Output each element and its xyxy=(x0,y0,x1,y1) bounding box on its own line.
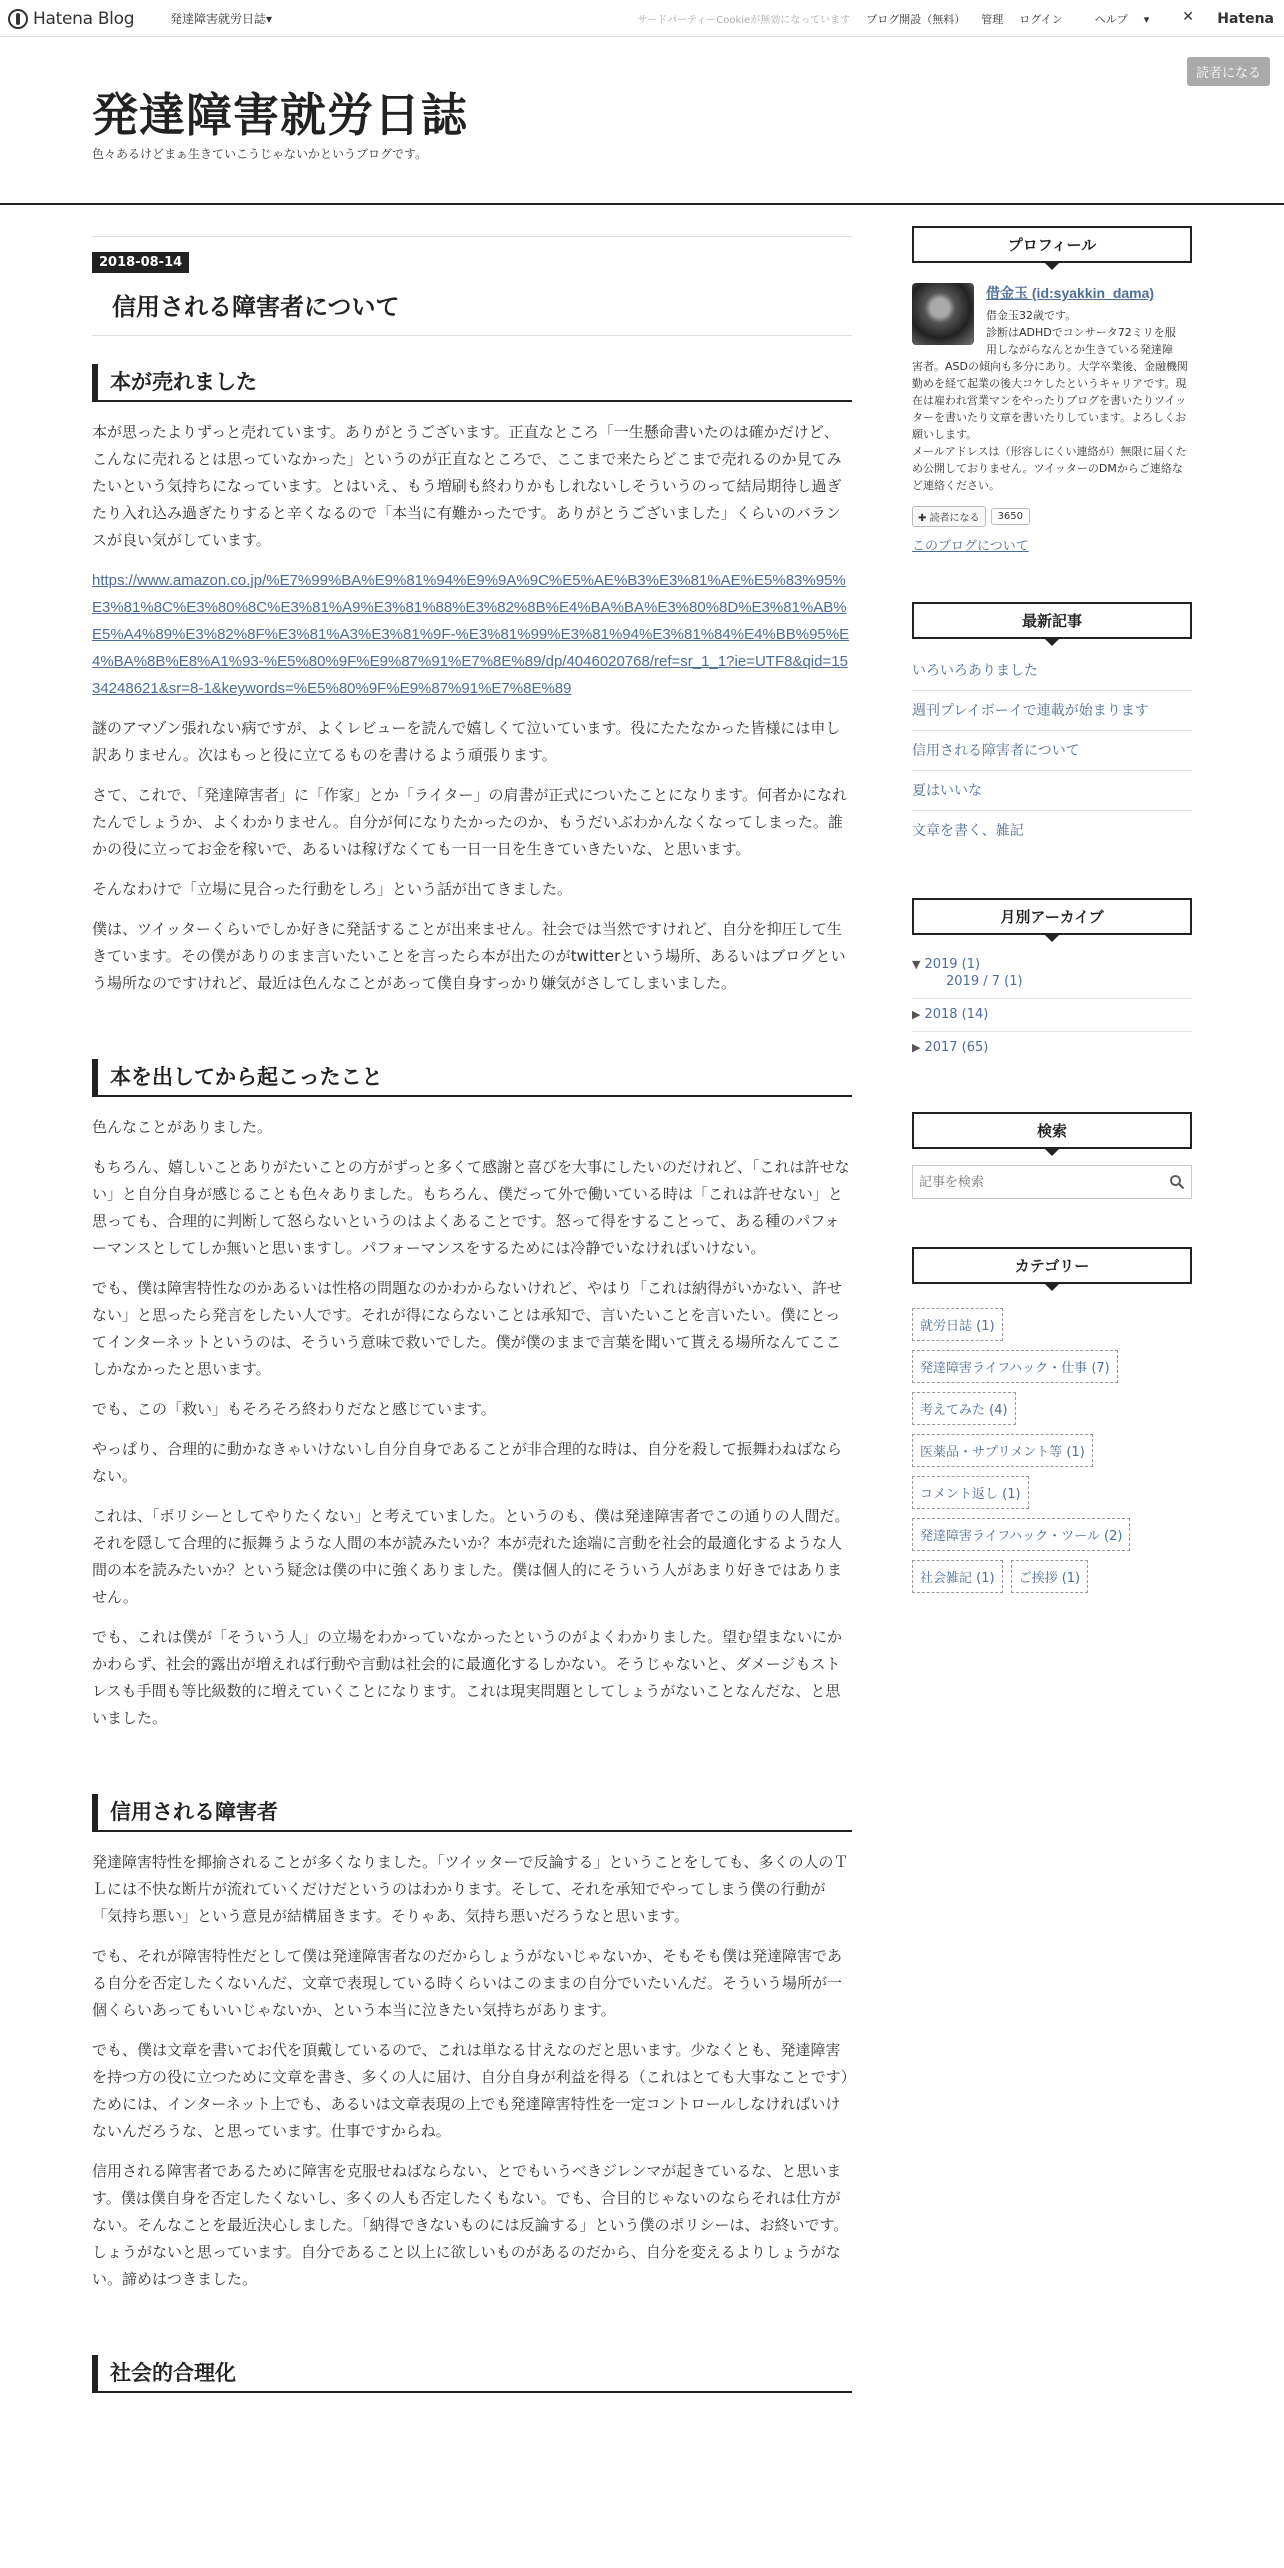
paragraph: でも、それが障害特性だとして僕は発達障害者なのだからしょうがないじゃないか、そもそも僕は発達障害である自分を否定したくないんだ、文章で表現している時くらいはこのままの自分でいたいんだ。そういう場所が一個くらいあってもいいじゃないか、という本当に泣きたい気持ちがあります。 xyxy=(92,1947,843,2019)
paragraph: 謎のアマゾン張れない病ですが、よくレビューを読んで嬉しくて泣いています。役にたたなかった皆様には申し訳ありません。次はもっと役に立てるものを書けるよう頑張ります。 xyxy=(92,719,841,764)
paragraph: やっぱり、合理的に動かなきゃいけないし自分自身であることが非合理的な時は、自分を殺して振舞わねばならない。 xyxy=(92,1440,843,1485)
archive-year-2017[interactable] xyxy=(912,1032,1192,1064)
main-content xyxy=(92,236,852,2410)
archive-month-link[interactable]: 2019 / 7 (1) xyxy=(912,974,1192,999)
hatena-blog-logo-text: Hatena Blog xyxy=(33,9,135,29)
paragraph: これは、「ポリシーとしてやりたくない」と考えていました。というのも、僕は発達障害者でこの通りの人間だ。それを隠して合理的に振舞うような人間の本が読みたいか？本が売れた途端に言動を社会的最適化するような人間の本を読みたいか？という疑念は僕の中に強くありました。僕は個人的にそういう人があまり好きではありません。 xyxy=(92,1507,850,1606)
divider xyxy=(92,236,852,237)
archive-year-label: 2019 (1) xyxy=(924,957,981,972)
archive-module xyxy=(912,898,1192,1064)
profile-line: 診断はADHDでコンサータ72ミリを服 xyxy=(986,326,1176,339)
chevron-down-icon: ▾ xyxy=(266,12,273,26)
paragraph: でも、これは僕が「そういう人」の立場をわかっていなかったというのがよくわかりました。望む望まないにかかわらず、社会的露出が増えれば行動や言動は社会的に最適化するしかない。そうじゃないと、ダメージもストレスも手間も等比級数的に増えていくことになります。これは現実問題としてしょうがないことなんだな、と思いました。 xyxy=(92,1628,843,1727)
category-tag[interactable]: 発達障害ライフハック・仕事 (7) xyxy=(912,1350,1118,1383)
profile-line: 害者。ASDの傾向も多分にあり。大学卒業後、金融機関勤めを経て起業の後大コケしたというキャリアです。現在は雇われ営業マンをやったりブログを書いたりツイッターを書いたり文章を書いたりしています。よろしくお願いします。 xyxy=(912,360,1188,441)
global-nav xyxy=(621,0,1274,37)
paragraph: 僕は、ツイッターくらいでしか好きに発話することが出来ません。社会では当然ですけれど、自分を抑圧して生きています。その僕がありのまま言いたいことを言ったら本が出たのがtwitterという場所、あるいはブログという場所なのですけれど、最近は色んなことがあって僕自身すっかり嫌気がさしてしまいました。 xyxy=(92,920,846,992)
category-tag[interactable]: 社会雑記 (1) xyxy=(912,1560,1003,1593)
login-link[interactable]: ログイン xyxy=(1019,12,1063,26)
open-blog-link[interactable]: ブログ開設（無料） xyxy=(866,12,966,26)
section-heading: 本を出してから起こったこと xyxy=(92,1059,852,1097)
hatena-label: Hatena xyxy=(1217,10,1274,27)
divider xyxy=(92,335,852,336)
paragraph: さて、これで、「発達障害者」に「作家」とか「ライター」の肩書が正式についたことになります。何者かになれたんでしょうか、よくわかりません。自分が何になりたかったのか、もうだいぶわかんなくなってしまった。誰かの役に立ってお金を稼いで、あるいは稼げなくても一日一日を生きていきたいな、と思います。 xyxy=(92,786,847,858)
paragraph: 信用される障害者であるために障害を克服せねばならない、とでもいうべきジレンマが起きているな、と思います。僕は僕自身を否定したくないし、多くの人も否定したくもない。でも、合目的じゃないのならそれは仕方がない。そんなことを最近決心しました。「納得できないものには反論する」という僕のポリシーは、お終いです。しょうがないと思っています。自分であること以上に欲しいものがあるのだから、自分を変えるよりしょうがない。諦めはつきました。 xyxy=(92,2162,849,2288)
cookie-notice: サードパーティーCookieが無効になっています xyxy=(637,15,851,26)
hatena-logo-icon xyxy=(8,9,28,29)
subscriber-count[interactable]: 3650 xyxy=(991,508,1030,525)
blog-description: 色々あるけどまぁ生きていこうじゃないかというブログです。 xyxy=(92,147,428,161)
profile-line: メールアドレスは（形容しにくい連絡が）無限に届くため公開しておりません。ツイッターのDMからご連絡など連絡ください。 xyxy=(912,445,1187,492)
collapsed-triangle-icon[interactable]: ▶ xyxy=(912,1008,921,1021)
recent-post-link[interactable]: いろいろありました xyxy=(912,651,1192,691)
section-heading: 信用される障害者 xyxy=(92,1794,852,1832)
hatena-blog-logo[interactable] xyxy=(8,8,134,30)
category-tag[interactable]: 発達障害ライフハック・ツール (2) xyxy=(912,1518,1130,1551)
blog-name-menu[interactable] xyxy=(170,10,272,27)
blog-name-label: 発達障害就労日誌 xyxy=(170,12,267,26)
module-title: カテゴリー xyxy=(912,1247,1192,1284)
profile-name-link[interactable]: 借金玉 (id:syakkin_dama) xyxy=(986,285,1155,301)
category-tag[interactable]: 考えてみた (4) xyxy=(912,1392,1016,1425)
category-tag[interactable]: ご挨拶 (1) xyxy=(1011,1560,1089,1593)
subscribe-button[interactable]: 読者になる xyxy=(1187,57,1270,86)
blog-header xyxy=(0,37,1284,205)
help-label: ヘルプ xyxy=(1094,12,1128,26)
module-title: 月別アーカイブ xyxy=(912,898,1192,935)
recent-post-link[interactable]: 文章を書く、雑記 xyxy=(912,823,1024,839)
recent-post-link[interactable]: 信用される障害者について xyxy=(912,731,1192,771)
paragraph: でも、僕は文章を書いてお代を頂戴しているので、これは単なる甘えなのだと思います。少なくとも、発達障害を持つ方の役に立つために文章を書き、多くの人に届け、自分自身が利益を得る（これはとても大事なことです）ためには、インターネット上でも、あるいは文章表現の上でも発達障害特性を一定コントロールしなければいけないんだろうな、と思っています。仕事ですからね。 xyxy=(92,2041,849,2140)
recent-post-link[interactable]: 夏はいいな xyxy=(912,771,1192,811)
entry-date[interactable]: 2018-08-14 xyxy=(92,252,189,273)
expanded-triangle-icon[interactable]: ▼ xyxy=(912,958,921,971)
archive-year-label: 2018 (14) xyxy=(924,1007,989,1022)
about-blog-link[interactable]: このブログについて xyxy=(912,539,1029,554)
entry-title[interactable]: 信用される障害者について xyxy=(112,293,400,321)
paragraph: 色んなことがありました。 xyxy=(92,1118,273,1136)
avatar[interactable] xyxy=(912,283,974,345)
search-input[interactable] xyxy=(913,1166,1161,1198)
global-header xyxy=(0,0,1284,37)
chevron-down-icon: ▾ xyxy=(1143,12,1150,26)
profile-subscribe-label: 読者になる xyxy=(929,513,980,524)
profile-subscribe-button[interactable]: ✚ 読者になる xyxy=(912,506,986,527)
paragraph: でも、僕は障害特性なのかあるいは性格の問題なのかわからないけれど、やはり「これは納得がいかない、許せない」と思ったら発言をしたい人です。それが得にならないことは承知で、言いたいことを言いたい。僕にとってインターネットというのは、そういう意味で救いでした。僕が僕のままで言葉を聞いて貰える場所なんてここしかなかったと思います。 xyxy=(92,1279,843,1378)
paragraph: でも、この「救い」もそろそろ終わりだなと感じています。 xyxy=(92,1400,496,1418)
category-tag[interactable]: 就労日誌 (1) xyxy=(912,1308,1003,1341)
section-heading: 本が売れました xyxy=(92,364,852,402)
paragraph: もちろん、嬉しいことありがたいことの方がずっと多くて感謝と喜びを大事にしたいのだけれど、「これは許せない」と自分自身が感じることも色々ありました。もちろん、僕だって外で働いている時は「これは許せない」と思っても、合理的に判断して怒らないというのはよくあることです。怒って得をすることって、ある種のパフォーマンスとしてしか無いと思いますし。パフォーマンスをするためには冷静でいなければいけない。 xyxy=(92,1158,850,1257)
collapsed-triangle-icon[interactable]: ▶ xyxy=(912,1041,921,1054)
archive-year-2019[interactable] xyxy=(912,949,1192,974)
profile-line: 用しながらなんとか生きている発達障 xyxy=(986,343,1173,356)
category-tag[interactable]: 医薬品・サプリメント等 (1) xyxy=(912,1434,1093,1467)
manage-link[interactable]: 管理 xyxy=(981,12,1004,26)
module-title: 最新記事 xyxy=(912,602,1192,639)
paragraph: そんなわけで「立場に見合った行動をしろ」という話が出てきました。 xyxy=(92,880,573,898)
paragraph: 発達障害特性を揶揄されることが多くなりました。「ツイッターで反論する」ということをしても、多くの人のＴＬには不快な断片が流れていくだけだというのはわかります。そして、それを承知でやってしまう僕の行動が「気持ち悪い」という意見が結構届きます。そりゃあ、気持ち悪いだろうなと思います。 xyxy=(92,1853,849,1925)
module-title: 検索 xyxy=(912,1112,1192,1149)
sidebar xyxy=(912,226,1192,1650)
blog-title[interactable]: 発達障害就労日誌 xyxy=(92,88,468,142)
search-box xyxy=(912,1165,1192,1199)
hatena-link[interactable] xyxy=(1165,11,1274,27)
recent-post-link[interactable]: 週刊プレイボーイで連載が始まります xyxy=(912,691,1192,731)
search-module xyxy=(912,1112,1192,1199)
archive-year-2018[interactable] xyxy=(912,999,1192,1032)
module-title: プロフィール xyxy=(912,226,1192,263)
amazon-link[interactable]: https://www.amazon.co.jp/%E7%99%BA%E9%81%94%E9%9A%9C%E5%AE%B3%E3%81%AE%E5%83%95%E3%81%8C%E3%80%8C%E3%81%A9%E3%81%88%E3%82%8B%E4%BA%BA%E3%80%8D%E3%81%AB%E5%A4%89%E3%82%8F%E3%81%A3%E3%81%9F-%E3%81%99%E3%81%94%E3%81%84%E4%BB%95%E4%BA%8B%E8%A1%93-%E5%80%9F%E9%87%91%E7%8E%89/dp/4046020768/ref=sr_1_1?ie=UTF8&qid=1534248621&sr=8-1&keywords=%E5%80%9F%E9%87%91%E7%8E%89 xyxy=(92,572,850,697)
category-tag[interactable]: コメント返し (1) xyxy=(912,1476,1029,1509)
recent-posts-module xyxy=(912,602,1192,850)
archive-year-label: 2017 (65) xyxy=(924,1040,989,1055)
profile-line: 借金玉32歳です。 xyxy=(986,309,1077,322)
hatena-logo-icon xyxy=(1181,11,1197,27)
profile-module xyxy=(912,226,1192,554)
category-module xyxy=(912,1247,1192,1602)
section-heading: 社会的合理化 xyxy=(92,2355,852,2393)
help-menu[interactable] xyxy=(1079,11,1150,27)
search-icon[interactable] xyxy=(1169,1174,1185,1190)
paragraph: 本が思ったよりずっと売れています。ありがとうございます。正直なところ「一生懸命書いたのは確かだけど、こんなに売れるとは思っていなかった」というのが正直なところで、ここまで来たらどこまで売れるのか見てみたいという気持ちになっています。とはいえ、もう増刷も終わりかもしれないしそういうのって結局期待し過ぎたり入れ込み過ぎたりすると辛くなるので「本当に有難かったです。ありがとうございました」くらいのバランスが良い気がしています。 xyxy=(92,423,842,549)
entry-body xyxy=(92,364,852,2393)
